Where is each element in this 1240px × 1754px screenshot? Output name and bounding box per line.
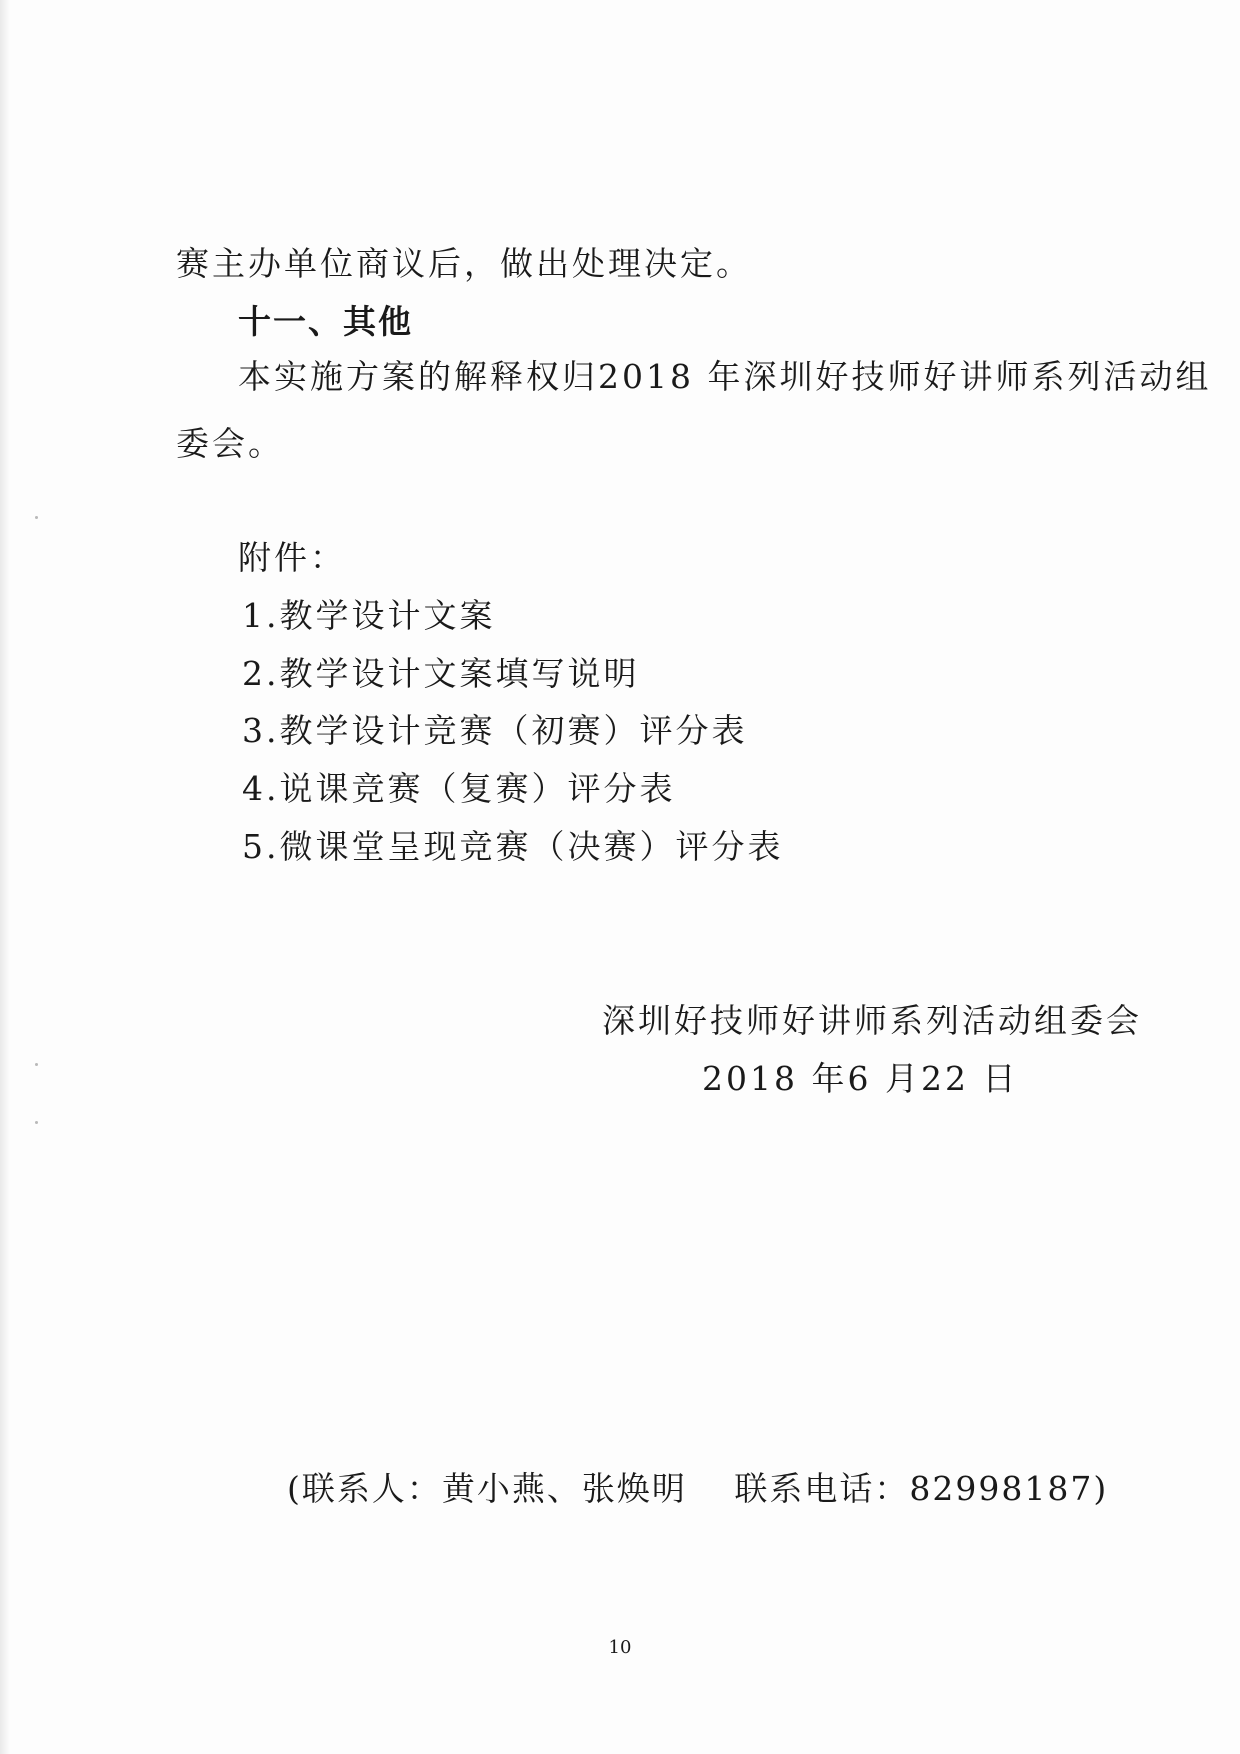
body-paragraph-continuation: 赛主办单位商议后，做出处理决定。 (176, 244, 752, 283)
signature-organization: 深圳好技师好讲师系列活动组委会 (602, 1001, 1142, 1040)
scan-edge (0, 0, 10, 1754)
attachment-item: 5.微课堂呈现竞赛（决赛）评分表 (242, 827, 784, 866)
attachments-label: 附件： (238, 538, 346, 577)
signature-date: 2018 年6 月22 日 (702, 1059, 1019, 1098)
scan-speck (35, 516, 38, 519)
body-paragraph-end: 委会。 (176, 424, 284, 463)
scan-speck (35, 1121, 38, 1124)
attachment-item: 2.教学设计文案填写说明 (242, 654, 640, 693)
attachment-item: 3.教学设计竞赛（初赛）评分表 (242, 711, 748, 750)
section-heading: 十一、其他 (238, 302, 413, 341)
attachment-item: 4.说课竞赛（复赛）评分表 (242, 769, 676, 808)
body-paragraph: 本实施方案的解释权归2018 年深圳好技师好讲师系列活动组 (238, 357, 1212, 396)
scan-speck (35, 1063, 38, 1066)
page-number: 10 (608, 1637, 632, 1658)
attachment-item: 1.教学设计文案 (242, 596, 496, 635)
contact-info: (联系人：黄小燕、张焕明 联系电话：82998187) (287, 1469, 1109, 1508)
